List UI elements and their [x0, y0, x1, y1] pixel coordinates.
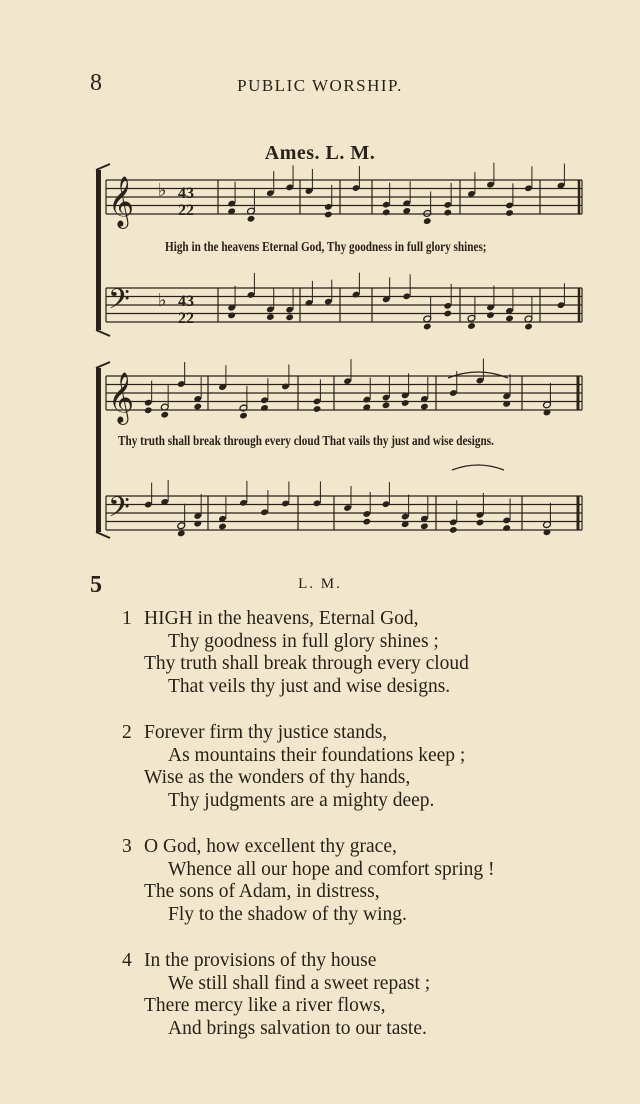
flat-sign: ♭	[158, 180, 167, 201]
bracket-hook	[96, 330, 110, 336]
verse-line: Wise as the wonders of thy hands,	[144, 767, 411, 788]
note-head	[505, 209, 514, 217]
verse-number: 4	[122, 950, 132, 971]
bracket-hook	[96, 164, 110, 170]
note-head	[218, 523, 227, 531]
bass-clef: 𝄢	[108, 491, 130, 531]
note-head	[524, 323, 533, 331]
verse-line: There mercy like a river flows,	[144, 995, 386, 1016]
verse	[122, 950, 602, 1040]
treble-clef: 𝄞	[108, 372, 135, 423]
note-head	[239, 412, 248, 420]
verse	[122, 722, 602, 812]
bass-clef: 𝄢	[108, 283, 130, 323]
slur	[452, 465, 504, 470]
verse-number: 1	[122, 608, 132, 629]
note-head	[420, 403, 429, 411]
verse-line: And brings salvation to our taste.	[168, 1017, 427, 1039]
hymn-meter: L. M.	[298, 576, 342, 592]
verse-line: 4 In the provisions of thy house	[122, 950, 377, 971]
note-head	[144, 406, 153, 414]
time-signature: 43	[178, 293, 194, 310]
note-head	[476, 519, 485, 527]
note-head	[247, 215, 256, 223]
page-number: 8	[90, 70, 102, 96]
note-head	[227, 312, 236, 320]
note-head	[382, 401, 391, 409]
verse-line: 3 O God, how excellent thy grace,	[122, 836, 397, 857]
note-head	[420, 522, 429, 530]
verse-line: 2 Forever firm thy justice stands,	[122, 722, 388, 743]
hymn-number: 5	[90, 572, 102, 598]
note-head	[382, 208, 391, 216]
verse-line: That veils thy just and wise designs.	[168, 675, 451, 697]
tune-lyric-line-1: High in the heavens Eternal God, Thy goodness in full glory shines;	[165, 240, 487, 255]
hymn-verses	[122, 608, 602, 1064]
verse-line: Thy truth shall break through every cloud	[144, 653, 469, 674]
running-head: PUBLIC WORSHIP.	[237, 76, 403, 95]
verse-line: Thy judgments are a mighty deep.	[168, 789, 435, 811]
note-head	[502, 524, 511, 532]
flat-sign: ♭	[158, 290, 167, 311]
note-head	[449, 526, 458, 534]
note-head	[467, 322, 476, 330]
verse-line: We still shall find a sweet repast ;	[168, 972, 431, 994]
note-head	[313, 405, 322, 413]
bracket-hook	[96, 532, 110, 538]
verse-number: 2	[122, 722, 132, 743]
time-signature: 22	[178, 310, 194, 327]
treble-clef: 𝄞	[108, 176, 135, 227]
system-bracket	[96, 170, 101, 330]
verse-line: Whence all our hope and comfort spring !	[168, 858, 495, 880]
verse	[122, 836, 602, 926]
note-head	[193, 403, 202, 411]
note-head	[266, 313, 275, 321]
note-head	[160, 411, 169, 419]
verse-line: Fly to the shadow of thy wing.	[168, 903, 407, 925]
note-head	[423, 323, 432, 331]
bracket-hook	[96, 362, 110, 368]
verse-number: 3	[122, 836, 132, 857]
verse-line: The sons of Adam, in distress,	[144, 881, 380, 902]
time-signature: 43	[178, 185, 194, 202]
tune-title: Ames. L. M.	[264, 142, 376, 164]
note-head	[285, 313, 294, 321]
note-head	[443, 310, 452, 318]
note-head	[443, 209, 452, 217]
verse-line: As mountains their foundations keep ;	[168, 744, 466, 766]
system-bracket	[96, 368, 101, 532]
note-head	[486, 311, 495, 319]
verse-line: Thy goodness in full glory shines ;	[168, 630, 439, 652]
note-head	[177, 530, 186, 538]
verse	[122, 608, 602, 698]
note-head	[423, 217, 432, 225]
verse-line: 1 HIGH in the heavens, Eternal God,	[122, 608, 419, 629]
note-head	[401, 399, 410, 407]
note-head	[324, 211, 333, 219]
time-signature: 22	[178, 202, 194, 219]
tune-lyric-line-2: Thy truth shall break through every cloud That vails thy just and wise designs.	[118, 434, 494, 449]
note-head	[362, 518, 371, 526]
note-head	[505, 315, 514, 323]
